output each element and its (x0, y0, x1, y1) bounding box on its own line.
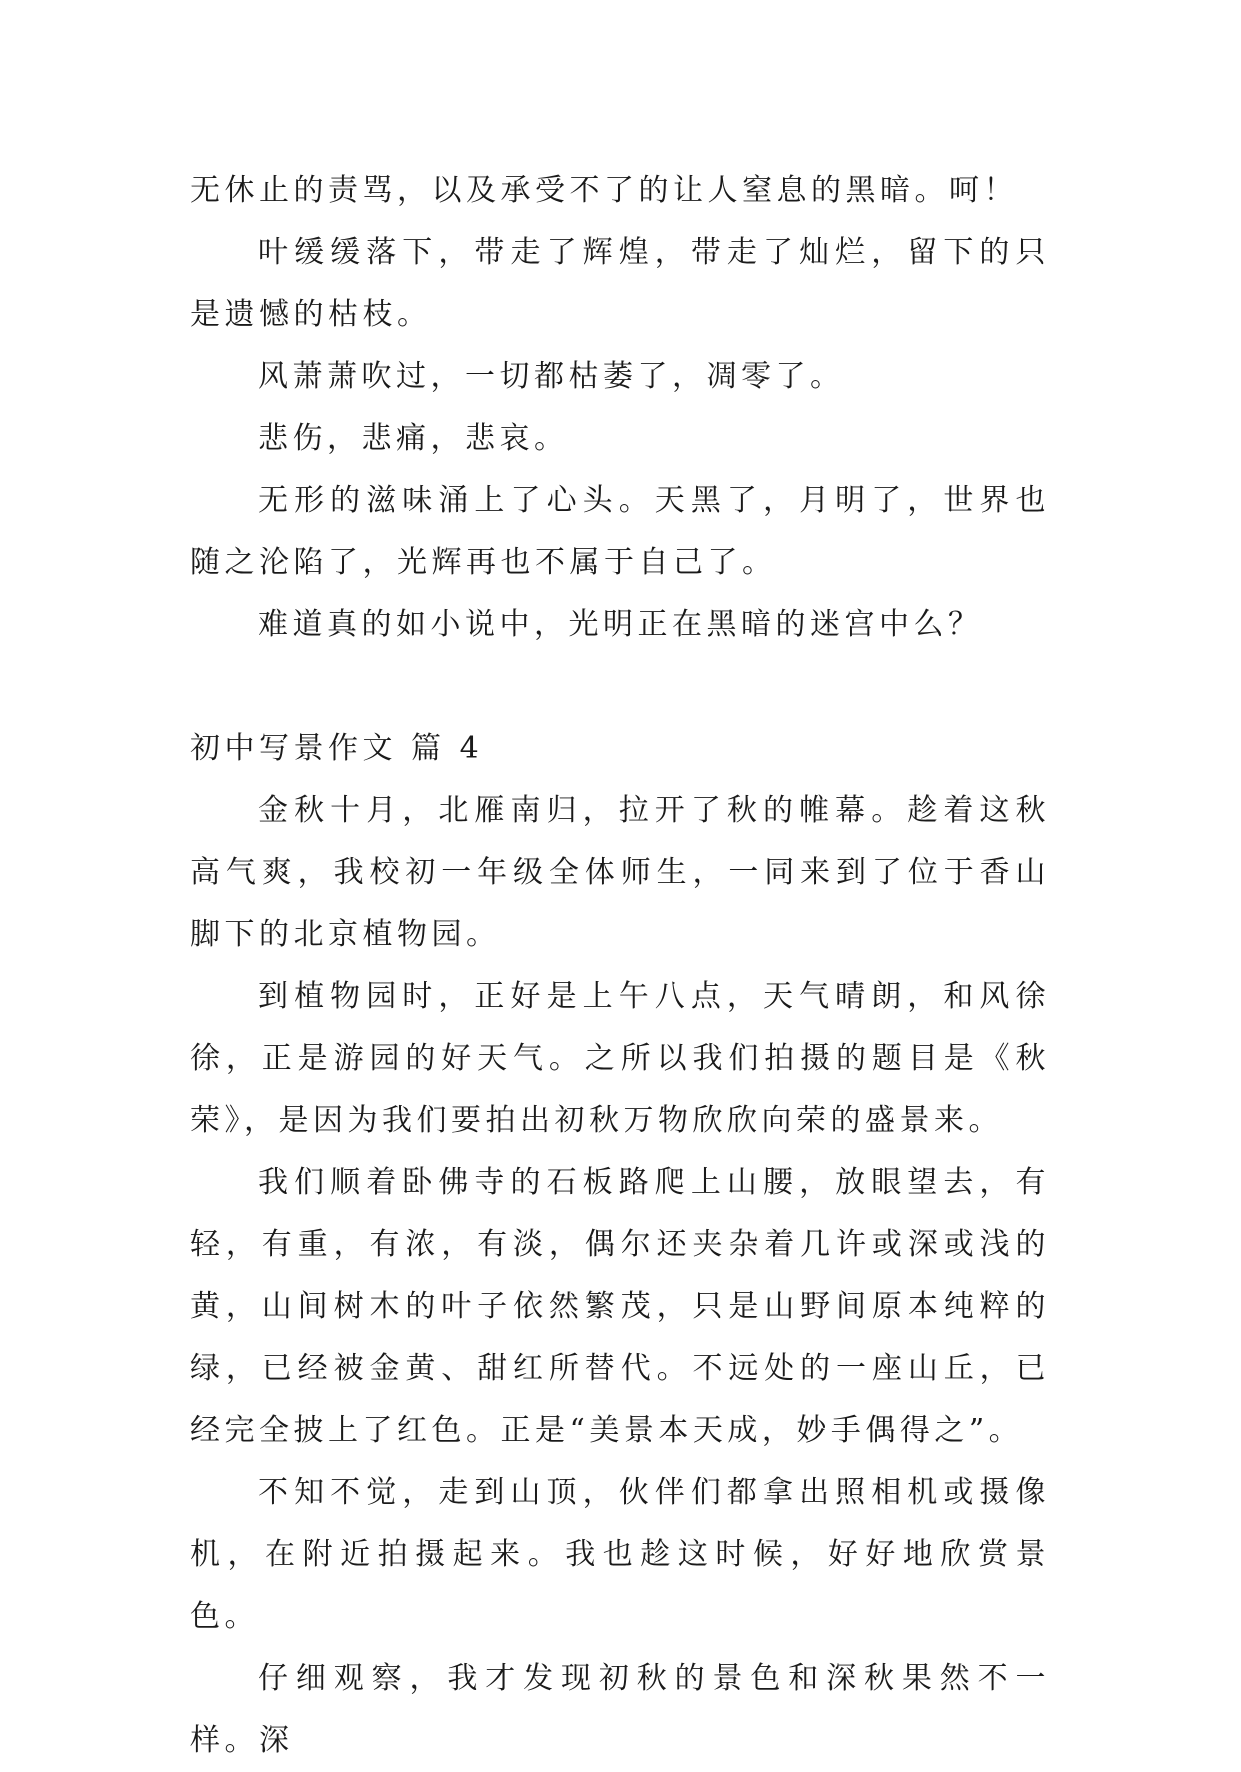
paragraph: 悲伤，悲痛，悲哀。 (258, 421, 569, 456)
paragraph: 到植物园时，正好是上午八点，天气晴朗，和风徐徐，正是游园的好天气。之所以我们拍摄的题目是《秋荣》，是因为我们要拍出初秋万物欣欣向荣的盛景来。 (190, 979, 1050, 1138)
document-page (190, 160, 1050, 1772)
paragraph: 无形的滋味涌上了心头。天黑了，月明了，世界也随之沦陷了，光辉再也不属于自己了。 (190, 483, 1050, 580)
paragraph: 叶缓缓落下，带走了辉煌，带走了灿烂，留下的只是遗憾的枯枝。 (190, 235, 1050, 332)
paragraph: 不知不觉，走到山顶，伙伴们都拿出照相机或摄像机，在附近拍摄起来。我也趁这时候，好好地欣赏景色。 (190, 1475, 1050, 1634)
paragraph: 难道真的如小说中，光明正在黑暗的迷宫中么？ (258, 607, 983, 642)
paragraph: 金秋十月，北雁南归，拉开了秋的帷幕。趁着这秋高气爽，我校初一年级全体师生，一同来到了位于香山脚下的北京植物园。 (190, 793, 1050, 952)
paragraph: 风萧萧吹过，一切都枯萎了，凋零了。 (258, 359, 845, 394)
paragraph: 无休止的责骂，以及承受不了的让人窒息的黑暗。呵！ (190, 173, 1018, 208)
section-heading: 初中写景作文 篇 4 (190, 731, 484, 766)
paragraph: 我们顺着卧佛寺的石板路爬上山腰，放眼望去，有轻，有重，有浓，有淡，偶尔还夹杂着几许或深或浅的黄，山间树木的叶子依然繁茂，只是山野间原本纯粹的绿，已经被金黄、甜红所替代。不远处的一座山丘，已经完全披上了红色。正是“美景本天成，妙手偶得之”。 (190, 1165, 1050, 1448)
paragraph: 仔细观察，我才发现初秋的景色和深秋果然不一样。深 (190, 1661, 1050, 1758)
